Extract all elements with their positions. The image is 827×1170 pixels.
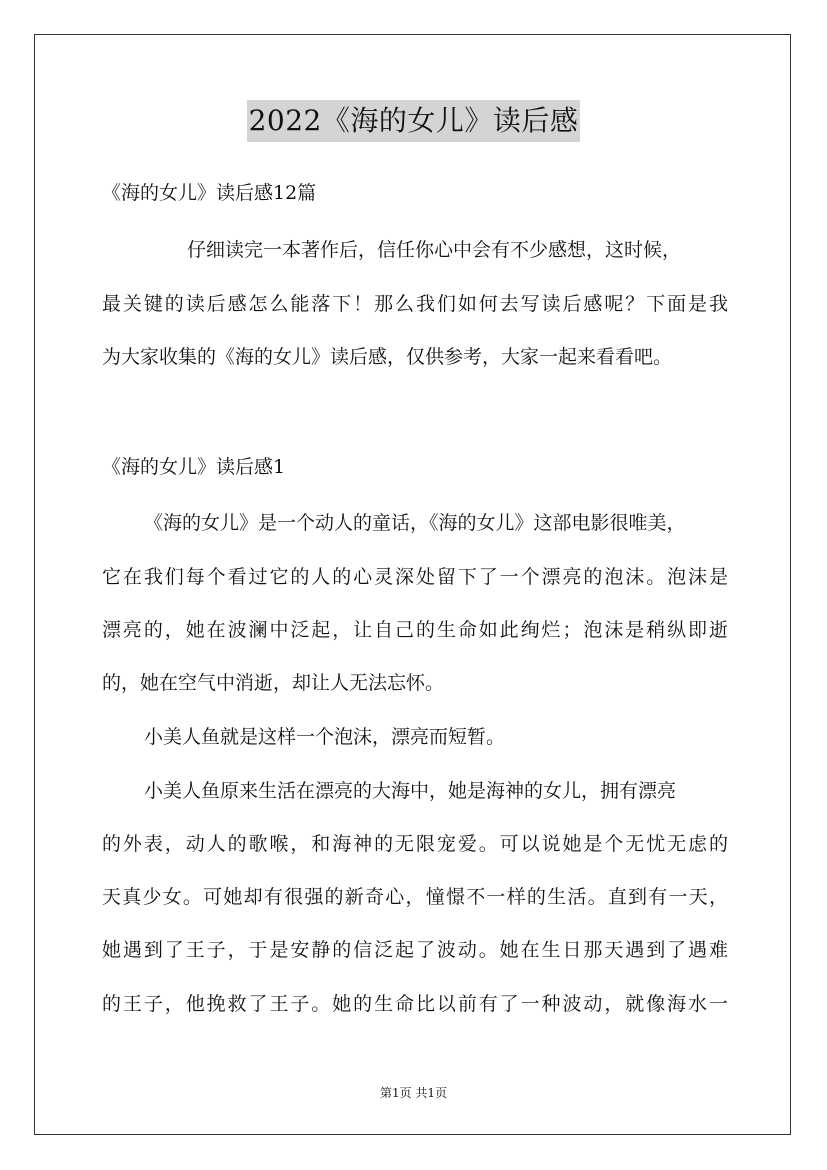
paragraph-line: 《海的女儿》是一个动人的童话，《海的女儿》这部电影很唯美， (144, 512, 686, 534)
page-number: 第1页 共1页 (379, 1086, 448, 1100)
paragraph-line: 最关键的读后感怎么能落下！那么我们如何去写读后感呢？下面是我 (102, 293, 728, 315)
section-heading: 《海的女儿》读后感1 (102, 456, 286, 478)
document-title: 2022《海的女儿》读后感 (247, 100, 581, 142)
paragraph-line: 的外表，动人的歌喉，和海神的无限宠爱。可以说她是个无忧无虑的 (102, 833, 728, 855)
paragraph-line: 她遇到了王子，于是安静的信泛起了波动。她在生日那天遇到了遇难 (102, 939, 728, 961)
paragraph-line: 小美人鱼就是这样一个泡沫，漂亮而短暂。 (144, 726, 506, 748)
document-subtitle: 《海的女儿》读后感12篇 (102, 182, 317, 204)
paragraph-line: 仔细读完一本著作后，信任你心中会有不少感想，这时候， (187, 239, 682, 261)
paragraph-line: 漂亮的，她在波澜中泛起，让自己的生命如此绚烂；泡沫是稍纵即逝 (102, 619, 728, 641)
paragraph-line: 的王子，他挽救了王子。她的生命比以前有了一种波动，就像海水一 (102, 993, 728, 1015)
paragraph-line: 天真少女。可她却有很强的新奇心，憧憬不一样的生活。直到有一天， (102, 886, 728, 908)
paragraph-line: 为大家收集的《海的女儿》读后感，仅供参考，大家一起来看看吧。 (102, 346, 673, 368)
title-container (0, 100, 827, 142)
paragraph-line: 的，她在空气中消逝，却让人无法忘怀。 (102, 672, 445, 694)
paragraph-line: 它在我们每个看过它的人的心灵深处留下了一个漂亮的泡沫。泡沫是 (102, 566, 728, 588)
paragraph-line: 小美人鱼原来生活在漂亮的大海中，她是海神的女儿，拥有漂亮 (144, 780, 677, 802)
